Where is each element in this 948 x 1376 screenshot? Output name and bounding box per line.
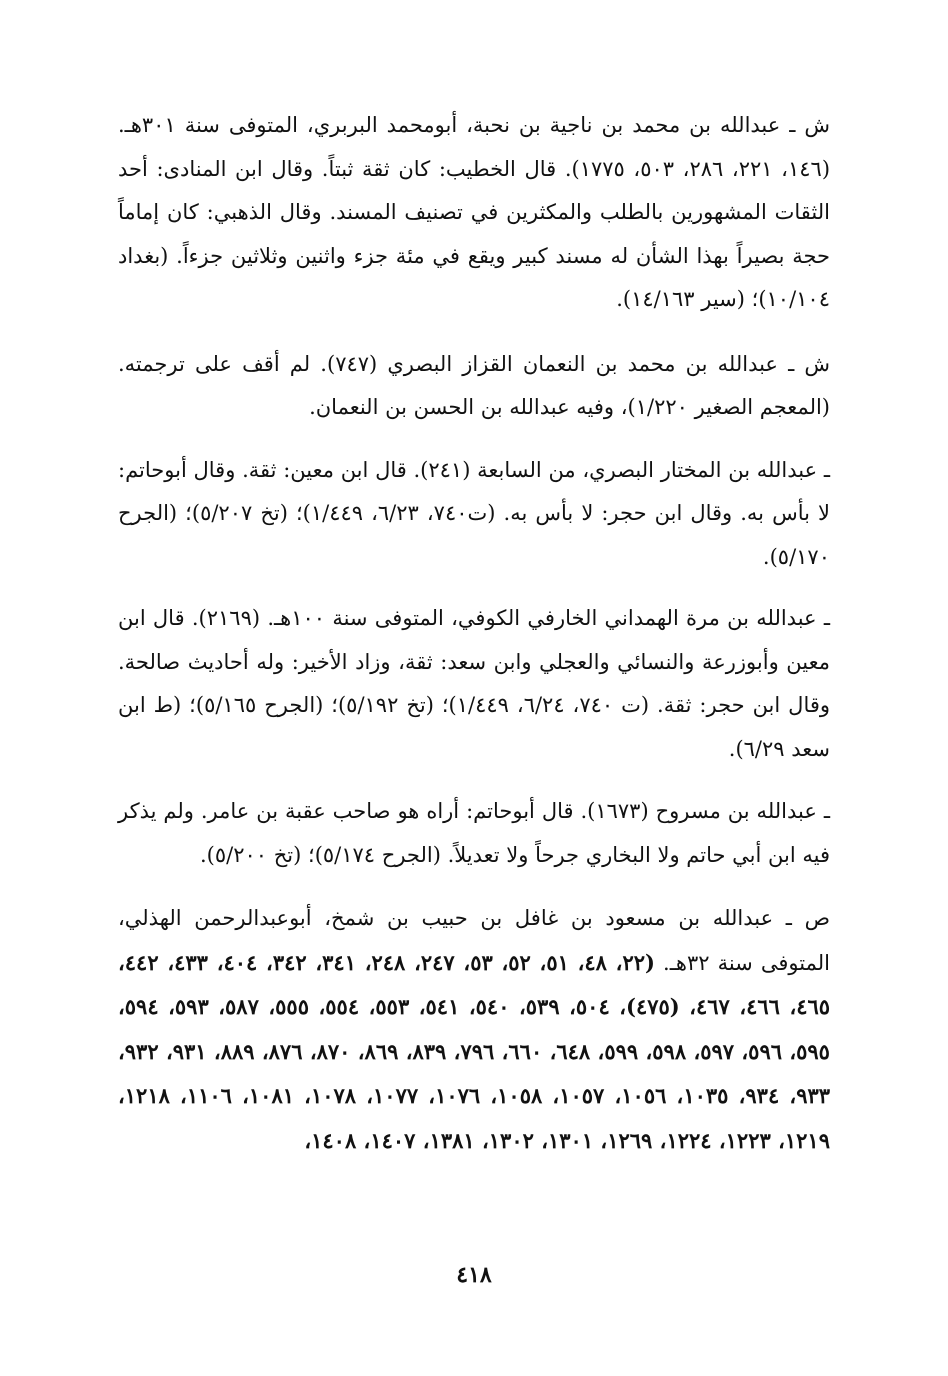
entry-ibn-masud [118,897,830,1163]
entry-ibn-masruh: ـ عبدالله بن مسروح (١٦٧٣). قال أبوحاتم: أراه هو صاحب عقبة بن عامر. ولم يذكر فيه ابن أبي حاتم ولا البخاري جرحاً ولا تعديلاً. (الجرح ٥/١٧٤)؛ (تخ ٥/٢٠٠). [118,799,830,867]
entry-ibn-murra: ـ عبدالله بن مرة الهمداني الخارفي الكوفي، المتوفى سنة ١٠٠هـ. (٢١٦٩). قال ابن معين وأبوزرعة والنسائي والعجلي وابن سعد: ثقة، وزاد الأخير: وله أحاديث صالحة. وقال ابن حجر: ثقة. (ت ٧٤٠، ٦/٢٤، ١/٤٤٩)؛ (تخ ٥/١٩٢)؛ (الجرح ٥/١٦٥)؛ (ط ابن سعد ٦/٢٩). [118,606,831,761]
entry-ibn-najiya: ش ـ عبدالله بن محمد بن ناجية بن نحبة، أبومحمد البربري، المتوفى سنة ٣٠١هـ. (١٤٦، ٢٢١، ٢٨٦، ٥٠٣، ١٧٧٥). قال الخطيب: كان ثقة ثبتاً. وقال ابن المنادى: أحد الثقات المشهورين بالطلب والمكثرين في تصنيف المسند. وقال الذهبي: كان إماماً حجة بصيراً بهذا الشأن له مسند كبير ويقع في مئة جزء واثنين وثلاثين جزءاً. (بغداد ١٠/١٠٤)؛ (سير ١٤/١٦٣). [118,113,831,311]
entry-ibn-masud-references: (٢٢، ٤٨، ٥١، ٥٢، ٥٣، ٢٤٧، ٢٤٨، ٣٤١، ٣٤٢، ٤٠٤، ٤٣٣، ٤٤٢، ٤٦٥، ٤٦٦، ٤٦٧، (٤٧٥)، ٥٠٤، ٥٣٩، ٥٤٠، ٥٤١، ٥٥٣، ٥٥٤، ٥٥٥، ٥٨٧، ٥٩٣، ٥٩٤، ٥٩٥، ٥٩٦، ٥٩٧، ٥٩٨، ٥٩٩، ٦٤٨، ٦٦٠، ٧٩٦، ٨٣٩، ٨٦٩، ٨٧٠، ٨٧٦، ٨٨٩، ٩٣١، ٩٣٢، ٩٣٣، ٩٣٤، ١٠٣٥، ١٠٥٦، ١٠٥٧، ١٠٥٨، ١٠٧٦، ١٠٧٧، ١٠٧٨، ١٠٨١، ١١٠٦، ١٢١٨، ١٢١٩، ١٢٢٣، ١٢٢٤، ١٢٦٩، ١٣٠١، ١٣٠٢، ١٣٨١، ١٤٠٧، ١٤٠٨، [118,949,831,1153]
entry-ibn-numan: ش ـ عبدالله بن محمد بن النعمان القزاز البصري (٧٤٧). لم أقف على ترجمته. (المعجم الصغير ١/٢٢٠)، وفيه عبدالله بن الحسن بن النعمان. [118,351,831,419]
page-body [118,104,830,1163]
entry-ibn-masud-text: ص ـ عبدالله بن مسعود بن غافل بن حبيب بن شمخ، أبوعبدالرحمن الهذلي، المتوفى سنة ٣٢هـ. [118,906,830,975]
page-number: ٤١٨ [456,1262,492,1288]
entry-ibn-mukhtar: ـ عبدالله بن المختار البصري، من السابعة (٢٤١). قال ابن معين: ثقة. وقال أبوحاتم: لا بأس به. وقال ابن حجر: لا بأس به. (ت٧٤٠، ٦/٢٣، ١/٤٤٩)؛ (تخ ٥/٢٠٧)؛ (الجرح ٥/١٧٠). [118,457,831,569]
